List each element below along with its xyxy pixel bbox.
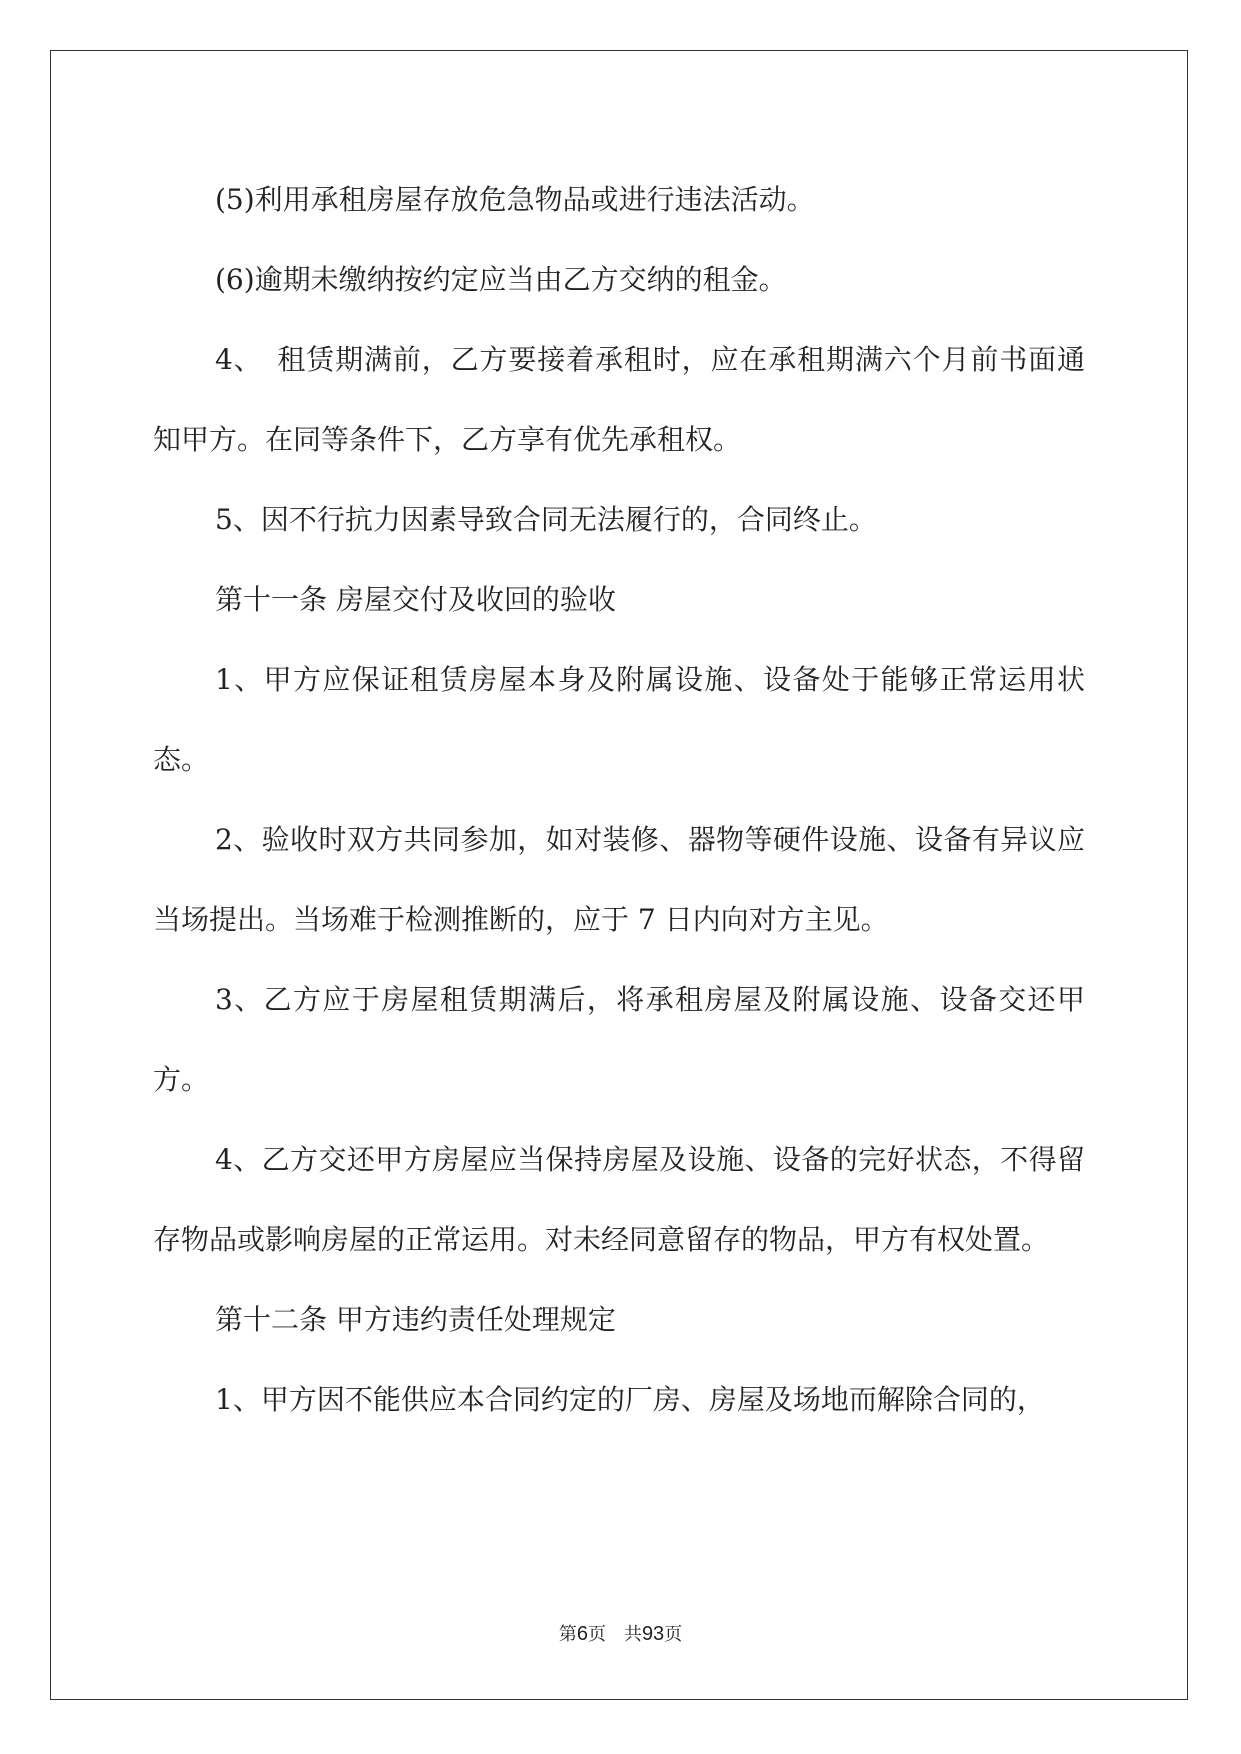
- paragraph: 4、乙方交还甲方房屋应当保持房屋及设施、设备的完好状态，不得留存物品或影响房屋的正常运用。对未经同意留存的物品，甲方有权处置。: [153, 1143, 1085, 1256]
- footer-middle: 页 共: [587, 1624, 642, 1645]
- paragraph: 2、验收时双方共同参加，如对装修、器物等硬件设施、设备有异议应当场提出。当场难于检测推断的，应于 7 日内向对方主见。: [153, 823, 1085, 936]
- paragraph: 5、因不行抗力因素导致合同无法履行的，合同终止。: [215, 503, 877, 536]
- footer-suffix: 页: [664, 1624, 683, 1645]
- paragraph: (5)利用承租房屋存放危急物品或进行违法活动。: [215, 183, 815, 216]
- total-pages: 93: [641, 1623, 665, 1645]
- footer-prefix: 第: [558, 1624, 577, 1645]
- paragraph: 1、甲方应保证租赁房屋本身及附属设施、设备处于能够正常运用状态。: [153, 663, 1085, 776]
- paragraph: 1、甲方因不能供应本合同约定的厂房、房屋及场地而解除合同的，: [215, 1383, 1045, 1416]
- section-heading: 第十一条 房屋交付及收回的验收: [215, 583, 616, 616]
- page-footer: [0, 1620, 1241, 1646]
- document-body: [153, 160, 1085, 1440]
- paragraph: (6)逾期未缴纳按约定应当由乙方交纳的租金。: [215, 263, 787, 296]
- page-number: 6: [576, 1623, 588, 1645]
- paragraph: 3、乙方应于房屋租赁期满后，将承租房屋及附属设施、设备交还甲方。: [153, 983, 1085, 1096]
- section-heading: 第十二条 甲方违约责任处理规定: [215, 1303, 616, 1336]
- paragraph: 4、 租赁期满前，乙方要接着承租时，应在承租期满六个月前书面通知甲方。在同等条件下，乙方享有优先承租权。: [153, 343, 1085, 456]
